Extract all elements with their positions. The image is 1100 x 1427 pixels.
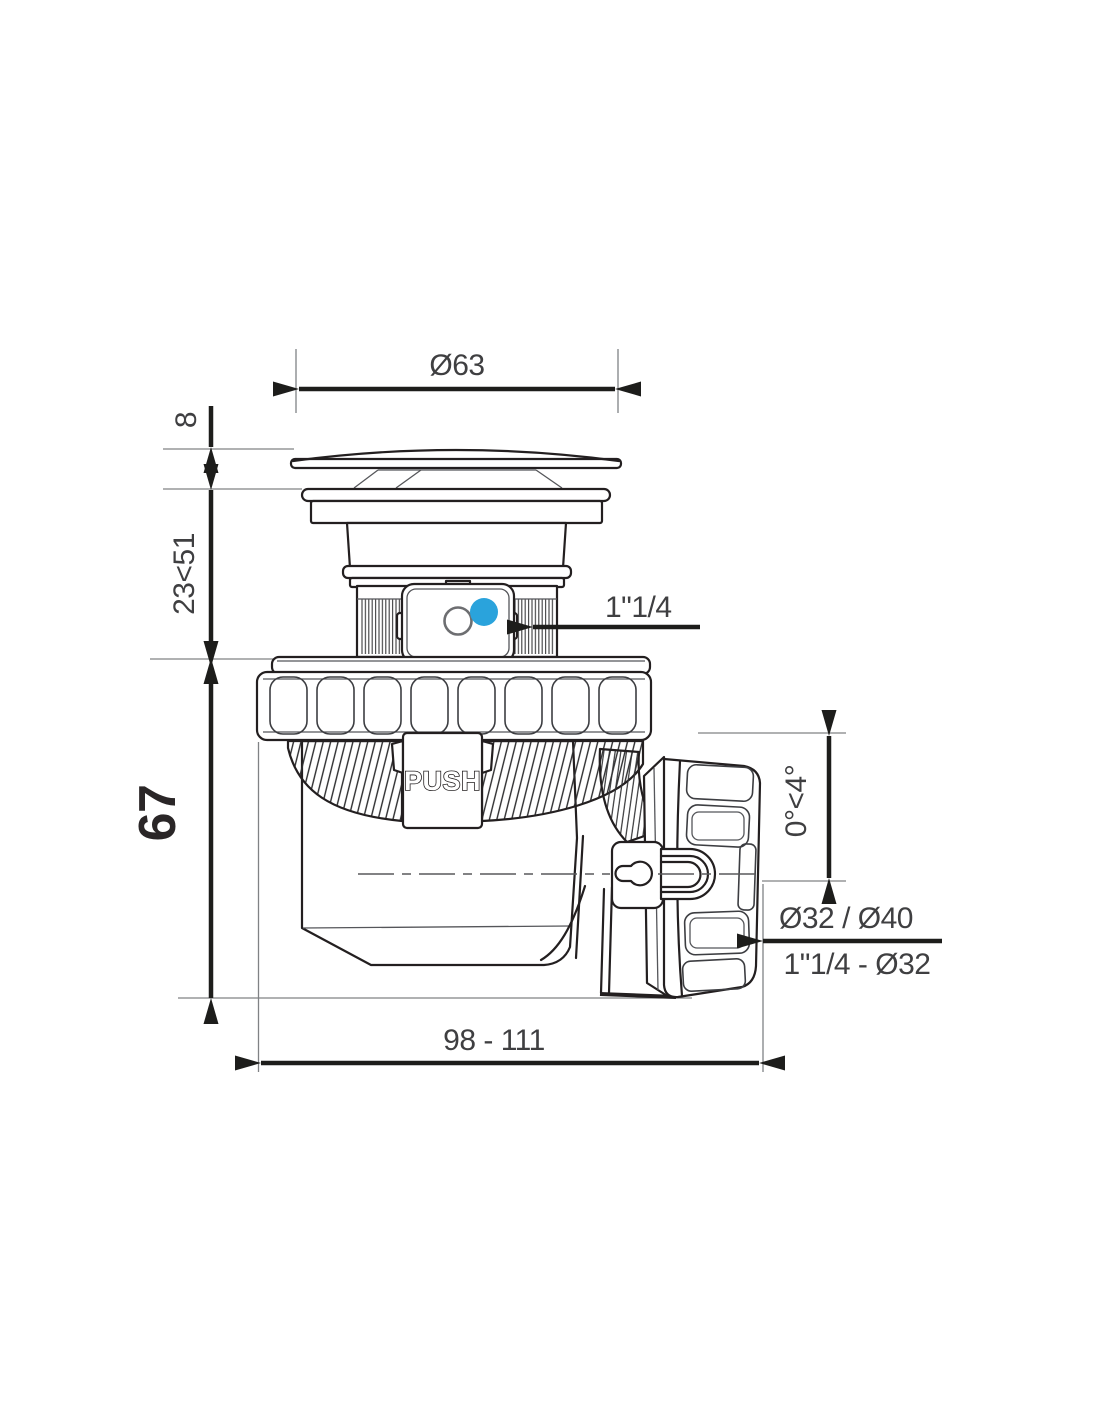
overall-length-label: 98 - 111 [443,1024,545,1057]
outlet-angle-label: 0°<4° [780,764,813,838]
cap-diameter-label: Ø63 [429,349,485,382]
push-button-label: PUSH [403,766,482,796]
cap-height-label: 8 [170,411,203,429]
drain-cap [291,450,621,488]
blue-indicator-dot [470,598,498,626]
height-adjust-label: 23<51 [168,533,201,615]
wall-bracket-keyhole [612,842,663,908]
cap-underframe [354,470,562,488]
drain-neck [347,523,566,568]
trap-height-label: 67 [129,784,187,842]
white-indicator-dot [445,608,472,635]
locking-nut [257,672,651,740]
inlet-thread-label: 1"1/4 [605,591,672,624]
outlet-diameter-label: Ø32 / Ø40 [779,902,913,935]
mounting-block [397,581,517,665]
push-button [392,733,493,828]
cap-rim [291,459,621,468]
outlet-thread-label: 1"1/4 - Ø32 [783,948,931,981]
strainer-flange [302,489,610,587]
